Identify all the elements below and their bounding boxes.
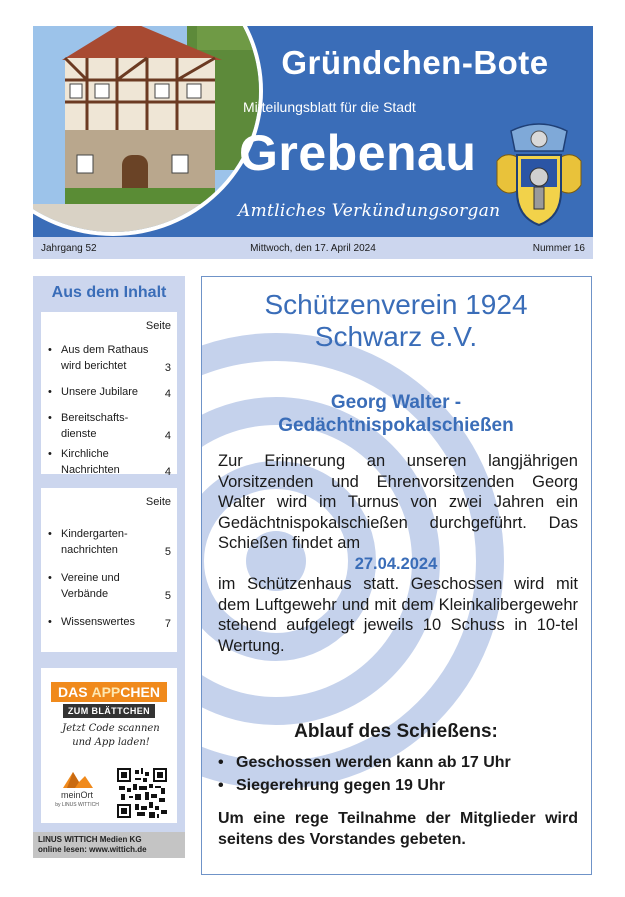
event-date: 27.04.2024 bbox=[354, 555, 438, 573]
closing-note: Um eine rege Teilnahme der Mitglieder wird seitens des Vorstandes gebeten. bbox=[218, 810, 578, 848]
app-logo-subline: ZUM BLÄTTCHEN bbox=[63, 704, 155, 718]
toc-item[interactable] bbox=[41, 526, 177, 560]
toc-item-label: Wissenswertes bbox=[61, 616, 135, 628]
town-hall-photo bbox=[33, 26, 263, 236]
article-body-intro: Zur Erinnerung an unseren langjährigen Vorsitzenden und Ehrenvorsitzenden Georg Walter wird im Turnus von zwei Jahren ein Gedächtnispokalschießen durchgeführt. Das Schießen findet am bbox=[218, 452, 578, 552]
schedule-item: • Geschossen werden kann ab 17 Uhr bbox=[218, 751, 578, 774]
toc-item-label: Kirchliche Nachrichten bbox=[61, 448, 120, 476]
bullet-icon: • bbox=[48, 616, 52, 628]
toc-item[interactable] bbox=[41, 614, 177, 632]
paper-name: Gründchen-Bote bbox=[281, 44, 549, 81]
toc-item-label: Kindergarten-nachrichten bbox=[61, 528, 128, 556]
bullet-icon: • bbox=[48, 528, 52, 540]
toc-item-label: Aus dem Rathaus wird berichtet bbox=[61, 344, 149, 372]
schedule-heading: Ablauf des Schießens: bbox=[294, 721, 498, 742]
app-call-to-action: Jetzt Code scannen und App laden! bbox=[62, 723, 160, 748]
article-body-details: im Schützenhaus statt. Geschossen wird mit dem Luftgewehr und mit dem Kleinkalibergewehr stehend aufgelegt jeweils 10 Schuss in 10-tel Wertung. bbox=[218, 575, 578, 655]
toc-item-page: 4 bbox=[164, 466, 171, 478]
page-column-header: Seite bbox=[145, 496, 171, 508]
contents-sidebar bbox=[33, 276, 185, 852]
masthead-subtitle: Mitteilungsblatt für die Stadt bbox=[243, 99, 416, 115]
toc-item[interactable] bbox=[41, 410, 177, 444]
toc-item-label: Vereine und Verbände bbox=[61, 572, 120, 600]
toc-item[interactable] bbox=[41, 570, 177, 604]
toc-item-page: 4 bbox=[164, 430, 171, 442]
issue-info-bar bbox=[33, 237, 593, 259]
toc-item[interactable] bbox=[41, 384, 177, 402]
app-promo-box[interactable] bbox=[41, 668, 177, 823]
toc-item-page: 5 bbox=[164, 590, 171, 602]
toc-item-page: 5 bbox=[164, 546, 171, 558]
half-timbered-house-image bbox=[33, 26, 263, 236]
article-title: Schützenverein 1924 Schwarz e.V. bbox=[264, 289, 528, 352]
page-column-header: Seite bbox=[145, 320, 171, 332]
toc-item-page: 7 bbox=[164, 618, 171, 630]
masthead bbox=[33, 26, 593, 237]
publisher-website[interactable]: online lesen: www.wittich.de bbox=[38, 845, 147, 854]
bullet-icon: • bbox=[48, 448, 52, 460]
contents-title: Aus dem Inhalt bbox=[51, 284, 167, 301]
bullet-icon: • bbox=[218, 777, 224, 794]
issue-number: Nummer 16 bbox=[532, 243, 585, 254]
main-article bbox=[201, 276, 592, 875]
toc-item[interactable] bbox=[41, 446, 177, 480]
toc-item-label: Unsere Jubilare bbox=[61, 386, 139, 398]
meinort-brand-by: by LINUS WITTICH bbox=[55, 802, 99, 808]
article-subtitle: Georg Walter - Gedächtnispokalschießen bbox=[278, 392, 514, 436]
bullet-icon: • bbox=[48, 344, 52, 356]
bullet-icon: • bbox=[48, 386, 52, 398]
table-of-contents-1 bbox=[41, 312, 177, 478]
toc-item-page: 4 bbox=[164, 388, 171, 400]
issue-date: Mittwoch, den 17. April 2024 bbox=[250, 243, 376, 254]
toc-item-label: Bereitschafts-dienste bbox=[61, 412, 129, 440]
table-of-contents-2 bbox=[41, 488, 177, 652]
meinort-brand: meinOrt bbox=[60, 790, 93, 800]
schedule-list bbox=[218, 751, 578, 797]
bullet-icon: • bbox=[48, 412, 52, 424]
bullet-icon: • bbox=[48, 572, 52, 584]
toc-item[interactable] bbox=[41, 342, 177, 376]
coat-of-arms-icon bbox=[491, 121, 587, 229]
app-logo: DAS APPCHEN bbox=[51, 682, 167, 702]
volume-label: Jahrgang 52 bbox=[41, 243, 97, 254]
toc-item-page: 3 bbox=[164, 362, 171, 374]
schedule-item: • Siegerehrung gegen 19 Uhr bbox=[218, 774, 578, 797]
city-name: Grebenau bbox=[239, 125, 477, 181]
publisher-info: LINUS WITTICH Medien KG online lesen: www.wittich.de bbox=[33, 832, 185, 858]
qr-code-icon[interactable] bbox=[117, 768, 167, 818]
bullet-icon: • bbox=[218, 754, 224, 771]
masthead-tagline: Amtliches Verkündungsorgan bbox=[238, 201, 501, 221]
